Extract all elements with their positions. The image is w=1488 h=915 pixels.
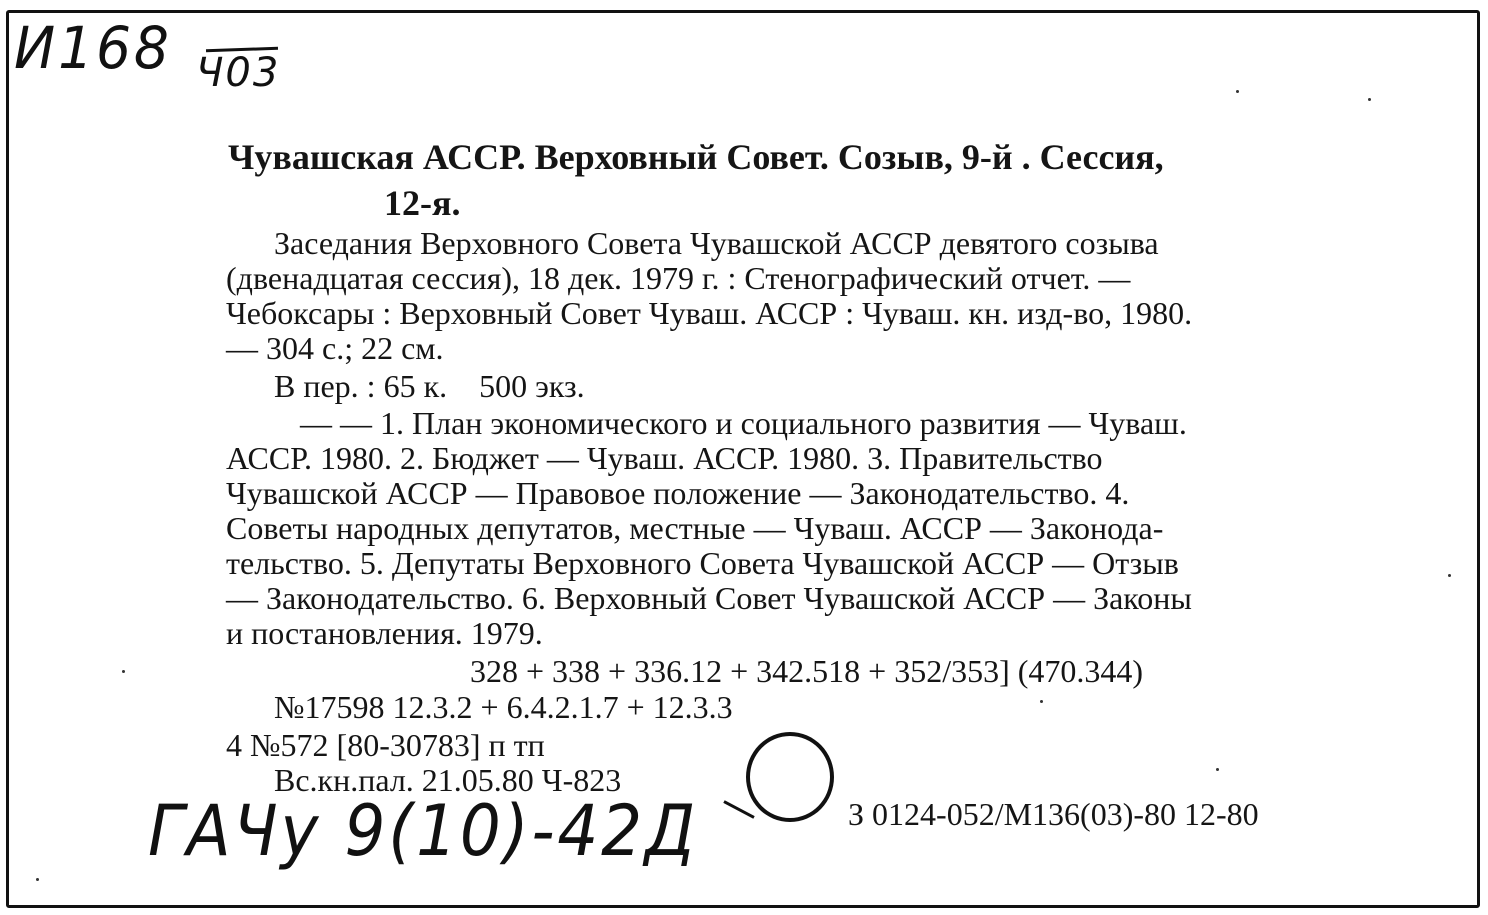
paper-speck: [1040, 700, 1043, 703]
paper-speck: [1448, 574, 1451, 577]
subject-line: Советы народных депутатов, местные — Чуваш. АССР — Законода-: [226, 510, 1164, 546]
paper-speck: [36, 878, 39, 881]
heading-line-2: 12-я.: [384, 183, 461, 223]
order-number: 4 №572 [80-30783] п тп: [226, 727, 545, 763]
description-line: Чебоксары : Верховный Совет Чуваш. АССР : Чуваш. кн. изд-во, 1980.: [226, 295, 1193, 331]
subject-line: и постановления. 1979.: [226, 615, 543, 651]
paper-speck: [122, 670, 125, 673]
subject-line: АССР. 1980. 2. Бюджет — Чуваш. АССР. 1980. 3. Правительство: [226, 440, 1103, 476]
shelf-mark-handwritten: И168: [14, 14, 172, 82]
stamp-circle: [746, 732, 834, 822]
subject-line: — Законодательство. 6. Верховный Совет Чувашской АССР — Законы: [226, 580, 1192, 616]
description-line: (двенадцатая сессия), 18 дек. 1979 г. : Стенографический отчет. —: [226, 260, 1131, 296]
classification-index: 328 + 338 + 336.12 + 342.518 + 352/353] (470.344): [470, 653, 1144, 689]
book-chamber-line: Вс.кн.пал. 21.05.80 Ч-823: [274, 762, 622, 798]
description-line: — 304 с.; 22 см.: [226, 330, 444, 366]
subject-line: тельство. 5. Депутаты Верховного Совета Чувашской АССР — Отзыв: [226, 545, 1179, 581]
subject-line: — — 1. План экономического и социального развития — Чуваш.: [300, 405, 1187, 441]
subject-line: Чувашской АССР — Правовое положение — Законодательство. 4.: [226, 475, 1130, 511]
description-line: Заседания Верховного Совета Чувашской АССР девятого созыва: [274, 225, 1159, 261]
heading-line-1: Чувашская АССР. Верховный Совет. Созыв, 9-й . Сессия,: [228, 137, 1164, 177]
shelf-mark-sub-handwritten: Ч03: [196, 50, 281, 96]
price-line: В пер. : 65 к. 500 экз.: [274, 368, 585, 404]
paper-speck: [1216, 768, 1219, 771]
inventory-note-handwritten: ГАЧу 9(10)-42Д: [148, 790, 698, 872]
paper-speck: [1236, 90, 1239, 93]
registration-number: №17598 12.3.2 + 6.4.2.1.7 + 12.3.3: [274, 689, 733, 725]
paper-speck: [1368, 98, 1371, 101]
publication-code: З 0124-052/М136(03)-80 12-80: [848, 796, 1259, 832]
